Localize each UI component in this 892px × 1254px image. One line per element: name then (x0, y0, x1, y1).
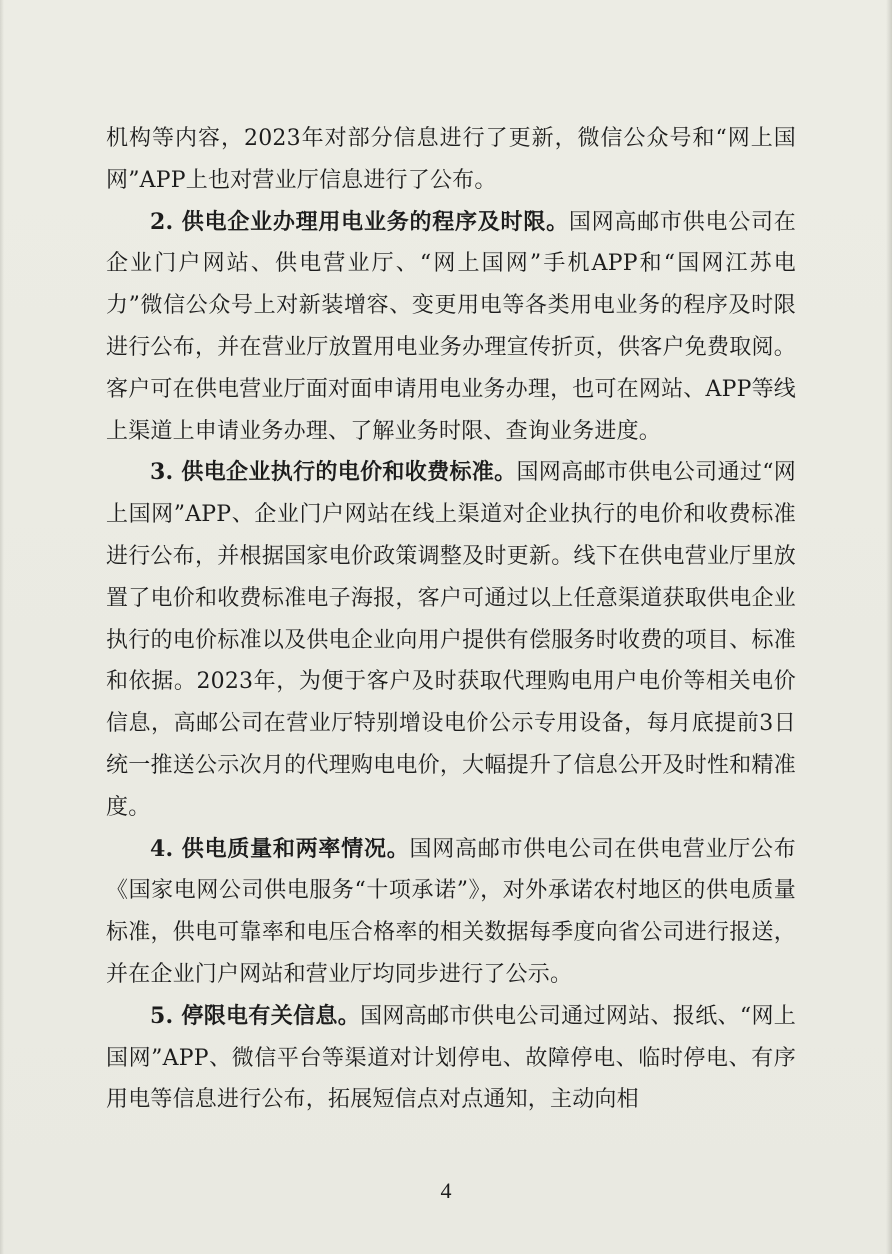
paragraph-5 (106, 996, 796, 1121)
scan-edge-left (0, 0, 4, 1254)
paragraph-2-heading: 2. 供电企业办理用电业务的程序及时限。 (150, 208, 569, 235)
paragraph-4-text: 国网高邮市供电公司在供电营业厅公布《国家电网公司供电服务“十项承诺”》，对外承诺农村地区的供电质量标准，供电可靠率和电压合格率的相关数据每季度向省公司进行报送，并在企业门户网站和营业厅均同步进行了公示。 (106, 836, 796, 987)
paragraph-1-text: 机构等内容，2023年对部分信息进行了更新，微信公众号和“网上国网”APP上也对营业厅信息进行了公布。 (106, 126, 796, 193)
paragraph-2 (106, 202, 796, 453)
paragraph-5-text: 国网高邮市供电公司通过网站、报纸、“网上国网”APP、微信平台等渠道对计划停电、故障停电、临时停电、有序用电等信息进行公布，拓展短信点对点通知，主动向相 (106, 1003, 797, 1113)
paragraph-2-text: 国网高邮市供电公司在企业门户网站、供电营业厅、“网上国网”手机APP和“国网江苏电力”微信公众号上对新装增容、变更用电等各类用电业务的程序及时限进行公布，并在营业厅放置用电业务办理宣传折页，供客户免费取阅。客户可在供电营业厅面对面申请用电业务办理，也可在网站、APP等线上渠道上申请业务办理、了解业务时限、查询业务进度。 (106, 209, 796, 444)
paragraph-3-text: 国网高邮市供电公司通过“网上国网”APP、企业门户网站在线上渠道对企业执行的电价和收费标准进行公布，并根据国家电价政策调整及时更新。线下在供电营业厅里放置了电价和收费标准电子海报，客户可通过以上任意渠道获取供电企业执行的电价标准以及供电企业向用户提供有偿服务时收费的项目、标准和依据。2023年，为便于客户及时获取代理购电用户电价等相关电价信息，高邮公司在营业厅特别增设电价公示专用设备，每月底提前3日统一推送公示次月的代理购电电价，大幅提升了信息公开及时性和精准度。 (106, 460, 796, 820)
body-text (106, 118, 796, 1121)
paragraph-3 (106, 452, 796, 828)
paragraph-4-heading: 4. 供电质量和两率情况。 (150, 835, 410, 862)
paragraph-5-heading: 5. 停限电有关信息。 (150, 1002, 361, 1029)
scan-edge-right (886, 0, 892, 1254)
paragraph-3-heading: 3. 供电企业执行的电价和收费标准。 (150, 459, 517, 486)
paragraph-1 (106, 118, 796, 202)
page-number: 4 (440, 1178, 452, 1203)
paragraph-4 (106, 829, 796, 996)
